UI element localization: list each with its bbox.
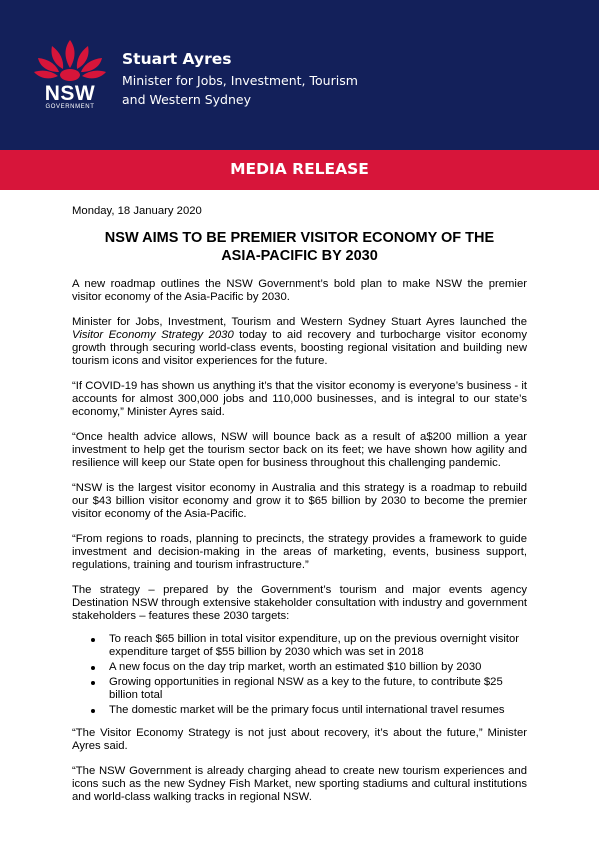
paragraph-4: “Once health advice allows, NSW will bounce back as a result of a$200 million a year investment to help get the tourism sector back on its feet; we have shown how agility and resilience will keep our State open for business throughout this challenging pandemic.	[72, 431, 527, 469]
strategy-name: Visitor Economy Strategy 2030	[72, 329, 234, 341]
paragraph-2-intro: Minister for Jobs, Investment, Tourism and Western Sydney Stuart Ayres launched the	[72, 316, 527, 328]
list-item-text: To reach $65 billion in total visitor expenditure, up on the previous overnight visitor expenditure target of $55 billion by 2030 which was set in 2018	[109, 633, 520, 658]
release-date: Monday, 18 January 2020	[72, 205, 202, 217]
list-item-text: Growing opportunities in regional NSW as a key to the future, to contribute $25 billion total	[109, 676, 503, 701]
list-item-text: A new focus on the day trip market, worth an estimated $10 billion by 2030	[109, 661, 482, 673]
bullet-icon	[91, 709, 95, 713]
logo-wordmark: NSW	[44, 82, 96, 105]
bullet-icon	[91, 681, 95, 685]
minister-title-line1: Minister for Jobs, Investment, Tourism	[122, 73, 358, 88]
paragraph-7: The strategy – prepared by the Government’s tourism and major events agency Destination NSW through extensive stakeholder consultation with industry and government stakeholders – features these 2030 targets:	[72, 584, 527, 622]
paragraph-3: “If COVID-19 has shown us anything it’s that the visitor economy is everyone’s business - it accounts for almost 300,000 jobs and 110,000 businesses, and is integral to our state’s economy,” Minister Ayres said.	[72, 380, 527, 418]
list-item	[72, 661, 527, 674]
paragraph-8: “The Visitor Economy Strategy is not just about recovery, it’s about the future,” Minister Ayres said.	[72, 727, 527, 752]
minister-name: Stuart Ayres	[122, 50, 232, 68]
headline-line1: NSW AIMS TO BE PREMIER VISITOR ECONOMY OF THE	[104, 230, 495, 246]
headline-line2: ASIA-PACIFIC BY 2030	[221, 248, 378, 264]
release-body	[72, 205, 527, 816]
list-item	[72, 633, 527, 659]
paragraph-2-rest: today to aid recovery and turbocharge visitor economy growth through securing world-class events, boosting regional visitation and building new tourism icons and visitor experiences for the future.	[72, 329, 527, 367]
bullet-icon	[91, 666, 95, 670]
release-headline	[72, 229, 527, 265]
targets-list	[72, 633, 527, 717]
list-item-text: The domestic market will be the primary focus until international travel resumes	[109, 704, 505, 716]
list-item	[72, 676, 527, 702]
paragraph-5: “NSW is the largest visitor economy in Australia and this strategy is a roadmap to rebuild our $43 billion visitor economy and grow it to $65 billion by 2030 to become the premier visitor economy of the Asia-Pacific.	[72, 482, 527, 520]
minister-title	[122, 71, 422, 109]
media-release-label: MEDIA RELEASE	[230, 160, 369, 178]
logo-subtext: GOVERNMENT	[45, 104, 95, 110]
bullet-icon	[91, 638, 95, 642]
paragraph-1: A new roadmap outlines the NSW Government’s bold plan to make NSW the premier visitor economy of the Asia-Pacific by 2030.	[72, 278, 527, 303]
paragraph-9: “The NSW Government is already charging ahead to create new tourism experiences and icons such as the new Sydney Fish Market, new sporting stadiums and cultural institutions and world-class walking tracks in regional NSW.	[72, 765, 527, 803]
list-item	[72, 704, 527, 717]
paragraph-2	[72, 316, 527, 368]
minister-title-line2: and Western Sydney	[122, 92, 252, 107]
paragraph-6: “From regions to roads, planning to precincts, the strategy provides a framework to guide investment and decision-making in the areas of marketing, events, business support, regulations, training and tourism infrastructure.”	[72, 533, 527, 571]
